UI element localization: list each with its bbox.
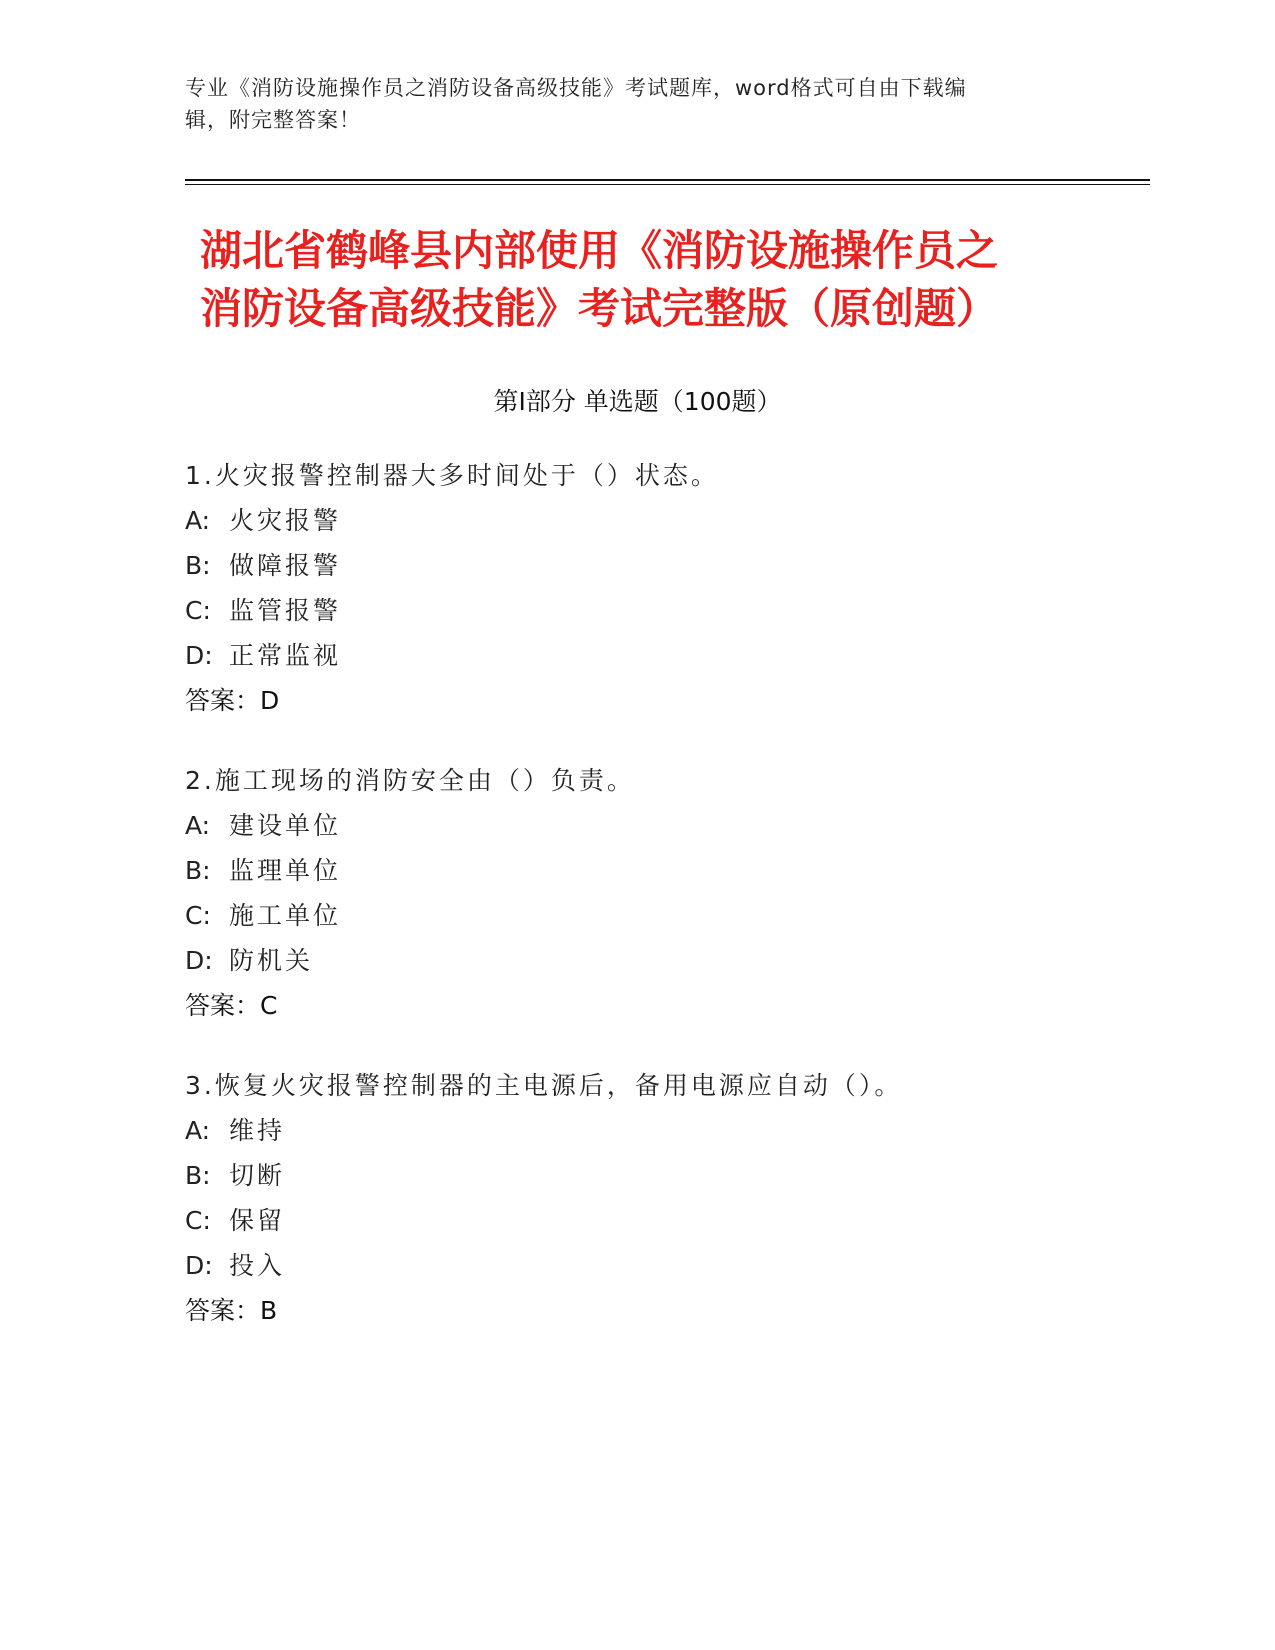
option-letter: C:: [185, 901, 211, 930]
option-letter: A:: [185, 506, 211, 535]
option-letter: B:: [185, 1161, 211, 1190]
header-divider-thin: [185, 184, 1150, 185]
option-text: 维持: [229, 1116, 286, 1145]
question-3: [185, 1063, 1085, 1333]
option-b: [185, 543, 1085, 588]
section-heading: 第Ⅰ部分 单选题（100题）: [493, 387, 782, 416]
question-stem: 3.恢复火灾报警控制器的主电源后，备用电源应自动（）。: [185, 1071, 903, 1100]
option-text: 做障报警: [229, 551, 342, 580]
option-text: 防机关: [229, 946, 314, 975]
option-d: [185, 633, 1085, 678]
option-c: [185, 588, 1085, 633]
option-c: [185, 1198, 1085, 1243]
header-divider-thick: [185, 179, 1150, 181]
option-text: 火灾报警: [229, 506, 342, 535]
header-note: [185, 72, 1075, 136]
option-b: [185, 1153, 1085, 1198]
option-c: [185, 893, 1085, 938]
document-title-line-2: 消防设备高级技能》考试完整版（原创题）: [200, 284, 999, 333]
option-letter: D:: [185, 641, 213, 670]
option-letter: B:: [185, 856, 211, 885]
answer: 答案：C: [185, 991, 278, 1020]
option-text: 监管报警: [229, 596, 342, 625]
option-text: 正常监视: [229, 641, 342, 670]
option-d: [185, 938, 1085, 983]
option-letter: A:: [185, 811, 211, 840]
document-title-line-1: 湖北省鹤峰县内部使用《消防设施操作员之: [200, 226, 999, 275]
question-2: [185, 758, 1085, 1028]
option-letter: D:: [185, 1251, 213, 1280]
option-b: [185, 848, 1085, 893]
option-d: [185, 1243, 1085, 1288]
answer: 答案：D: [185, 686, 280, 715]
question-1: [185, 453, 1085, 723]
option-letter: C:: [185, 596, 211, 625]
answer: 答案：B: [185, 1296, 278, 1325]
option-text: 保留: [229, 1206, 286, 1235]
document-title: [200, 222, 1100, 338]
option-letter: C:: [185, 1206, 211, 1235]
option-text: 切断: [229, 1161, 286, 1190]
header-note-line-1: 专业《消防设施操作员之消防设备高级技能》考试题库，word格式可自由下载编: [185, 76, 967, 100]
option-letter: A:: [185, 1116, 211, 1145]
question-stem: 2.施工现场的消防安全由（）负责。: [185, 766, 635, 795]
option-letter: D:: [185, 946, 213, 975]
option-text: 投入: [229, 1251, 286, 1280]
option-text: 监理单位: [229, 856, 342, 885]
option-a: [185, 803, 1085, 848]
question-stem: 1.火灾报警控制器大多时间处于（）状态。: [185, 461, 719, 490]
option-text: 建设单位: [229, 811, 342, 840]
option-letter: B:: [185, 551, 211, 580]
header-note-line-2: 辑，附完整答案！: [185, 108, 361, 132]
option-a: [185, 498, 1085, 543]
option-a: [185, 1108, 1085, 1153]
option-text: 施工单位: [229, 901, 342, 930]
